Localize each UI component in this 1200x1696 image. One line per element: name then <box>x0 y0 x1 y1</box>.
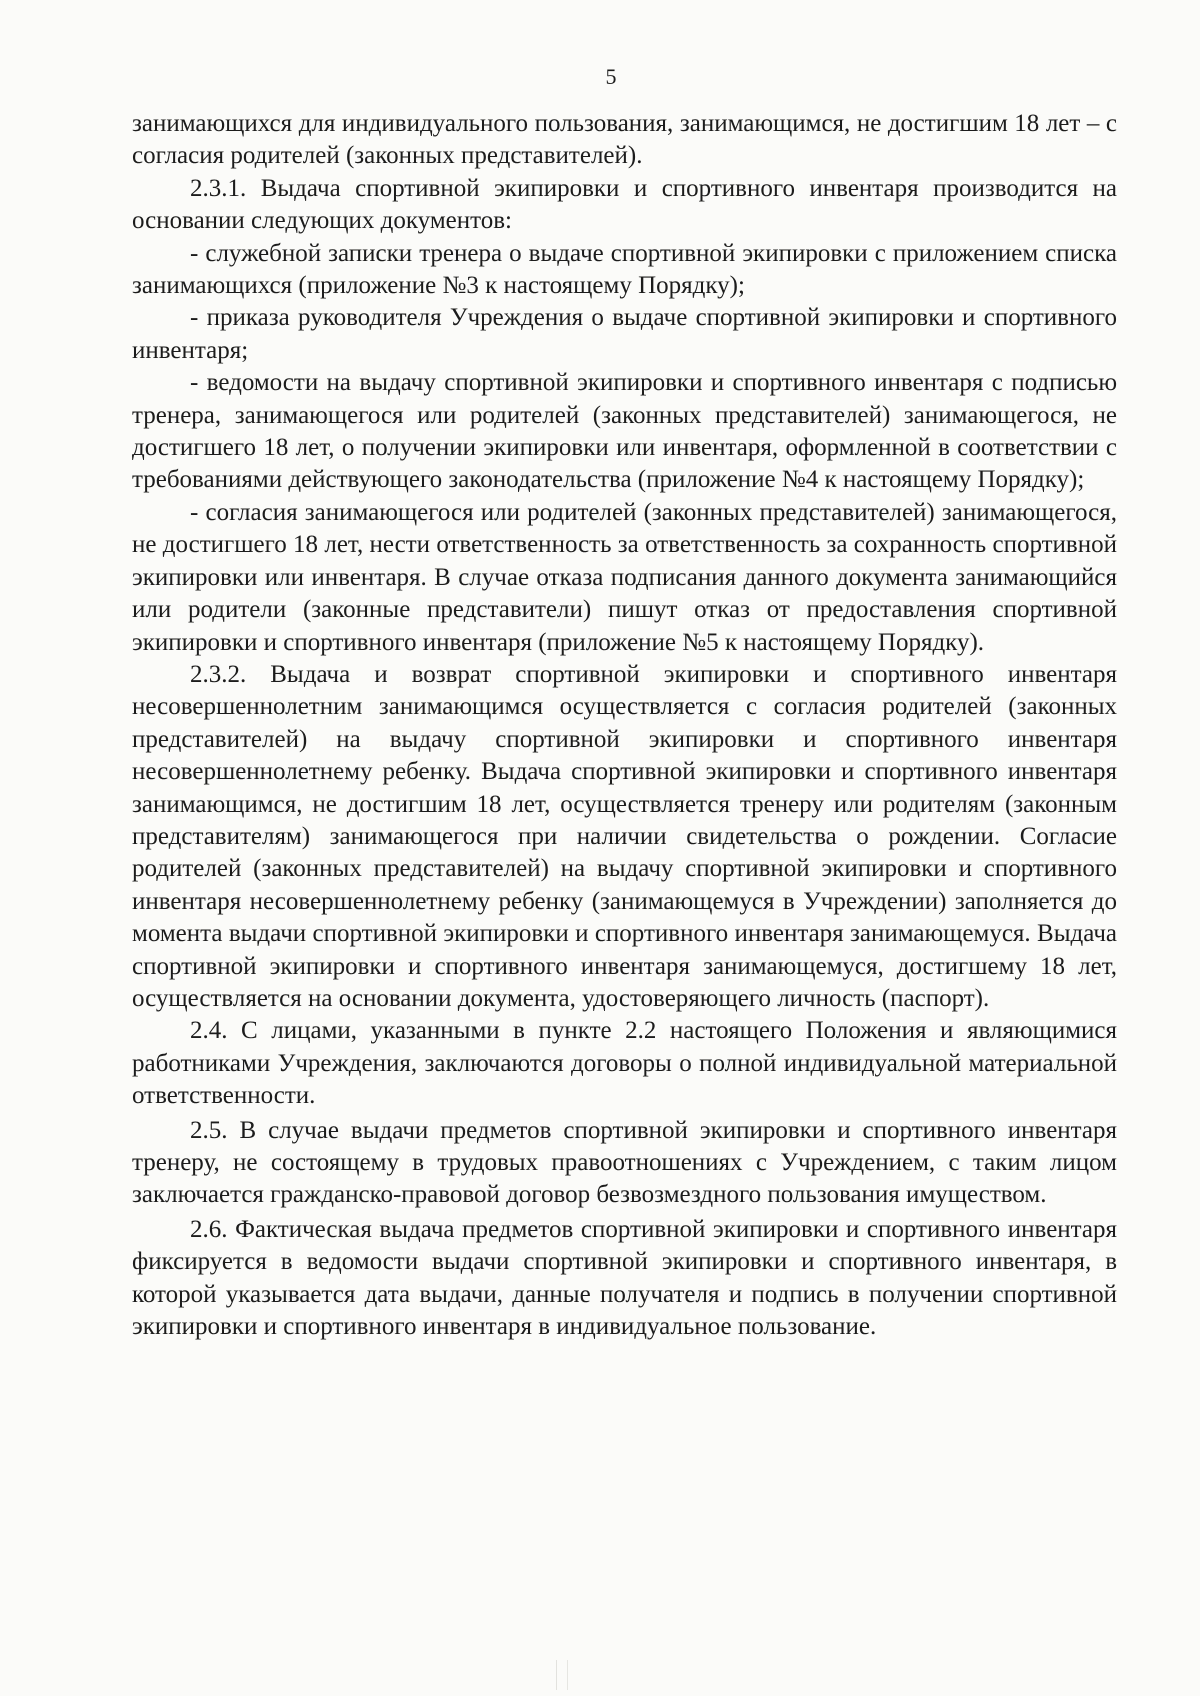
list-item-consent: - согласия занимающегося или родителей (законных представителей) занимающегося, не достигшего 18 лет, нести ответственность за ответственность за сохранность спортивной экипировки или инвентаря. В случае отказа подписания данного документа занимающийся или родители (законные представители) пишут отказ от предоставления спортивной экипировки и спортивного инвентаря (приложение №5 к настоящему Порядку). <box>132 498 1117 656</box>
paragraph-2-6: 2.6. Фактическая выдача предметов спортивной экипировки и спортивного инвентаря фиксируется в ведомости выдачи спортивной экипировки и спортивного инвентаря, в которой указывается дата выдачи, данные получателя и подпись в получении спортивной экипировки и спортивного инвентаря в индивидуальное пользование. <box>132 1215 1117 1341</box>
list-item-order: - приказа руководителя Учреждения о выдаче спортивной экипировки и спортивного инвентаря; <box>132 304 1117 364</box>
paragraph-2-5: 2.5. В случае выдачи предметов спортивной экипировки и спортивного инвентаря тренеру, не состоящему в трудовых правоотношениях с Учреждением, с таким лицом заключается гражданско-правовой договор безвозмездного пользования имуществом. <box>132 1116 1117 1209</box>
page-number: 5 <box>605 64 617 89</box>
list-item-statement: - ведомости на выдачу спортивной экипировки и спортивного инвентаря с подписью тренера, занимающегося или родителей (законных представителей) занимающегося, не достигшего 18 лет, о получении экипировки или инвентаря, оформленной в соответствии с требованиями действующего законодательства (приложение №4 к настоящему Порядку); <box>132 369 1117 494</box>
scan-artifact <box>556 1660 568 1690</box>
paragraph-2-4: 2.4. С лицами, указанными в пункте 2.2 настоящего Положения и являющимися работниками Учреждения, заключаются договоры о полной индивидуальной материальной ответственности. <box>132 1017 1117 1110</box>
body-text <box>132 108 1117 1343</box>
paragraph-2-3-2: 2.3.2. Выдача и возврат спортивной экипировки и спортивного инвентаря несовершеннолетним занимающимся осуществляется с согласия родителей (законных представителей) на выдачу спортивной экипировки и спортивного инвентаря несовершеннолетнему ребенку. Выдача спортивной экипировки и спортивного инвентаря занимающимся, не достигшим 18 лет, осуществляется тренеру или родителям (законным представителям) занимающегося при наличии свидетельства о рождении. Согласие родителей (законных представителей) на выдачу спортивной экипировки и спортивного инвентаря несовершеннолетнему ребенку (занимающемуся в Учреждении) заполняется до момента выдачи спортивной экипировки и спортивного инвентаря занимающемуся. Выдача спортивной экипировки и спортивного инвентаря занимающемуся, достигшему 18 лет, осуществляется на основании документа, удостоверяющего личность (паспорт). <box>132 660 1117 1012</box>
paragraph-continuation: занимающихся для индивидуального пользования, занимающимся, не достигшим 18 лет – с согласия родителей (законных представителей). <box>132 110 1117 170</box>
list-item-service-note: - служебной записки тренера о выдаче спортивной экипировки с приложением списка занимающихся (приложение №3 к настоящему Порядку); <box>132 239 1117 300</box>
paragraph-2-3-1: 2.3.1. Выдача спортивной экипировки и спортивного инвентаря производится на основании следующих документов: <box>132 174 1117 235</box>
